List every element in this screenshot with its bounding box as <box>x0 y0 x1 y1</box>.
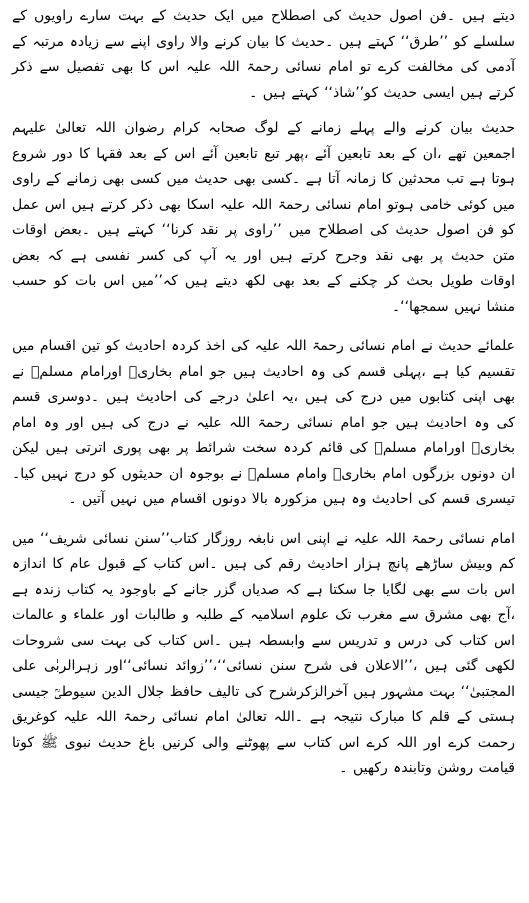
paragraph-spacer <box>12 513 515 527</box>
paragraph-1: دیتے ہیں ۔فن اصول حدیث کی اصطلاح میں ایک حدیث کے بہت سارے راویوں کے سلسلے کو ’’طرق‘‘ کہتے ہیں ۔حدیث کا بیان کرنے والا راوی اپنے سے زیادہ مرتبہ کے آدمی کی مخالفت کرے تو امام نسائی رحمۃ اللہ علیہ اس کا بھی تفصیل سے ذکر کرتے ہیں ایسی حدیث کو’’شاذ‘‘ کہتے ہیں ۔ <box>12 8 515 101</box>
paragraph-2: حدیث بیان کرنے والے پہلے زمانے کے لوگ صحابہ کرام رضوان اللہ تعالیٰ علیہم اجمعین تھے ،ان کے بعد تابعین آئے ،پھر تبع تابعین آئے اس کے بعد فقہا کا دور شروع ہوتا ہے تب محدثین کا زمانہ آتا ہے ۔کسی بھی حدیث میں کسی بھی زمانے کے راوی میں کوئی خامی ہوتو امام نسائی رحمۃ اللہ علیہ اسکا بھی ذکر کرتے ہیں اس عمل کو فن اصول حدیث کی اصطلاح میں ’’راوی پر نقد کرنا‘‘ کہتے ہیں ۔بعض اوقات متن حدیث پر بھی نقد وجرح کرتے ہیں اور یہ آپ کی کسر نفسی ہے کہ بعض اوقات طویل بحث کر چکنے کے بعد بھی لکھ دیتے ہیں کہ’’میں اس بات کو حسب منشا نہیں سمجھا‘‘۔ <box>12 120 515 315</box>
paragraph-spacer <box>12 106 515 116</box>
paragraph-spacer <box>12 320 515 334</box>
paragraph-4: امام نسائی رحمۃ اللہ علیہ نے اپنی اس نابغہ روزگار کتاب’’سنن نسائی شریف‘‘ میں کم وبیش ساڑھے پانچ ہزار احادیث رقم کی ہیں ۔اس کتاب کے قبول عام کا اندازہ اس بات سے بھی لگایا جا سکتا ہے کہ صدیاں گزر جانے کے باوجود یہ کتاب زندہ ہے ،آج بھی مشرق سے مغرب تک علوم اسلامیہ کے طلبہ و طالبات اور علماء و عالمات اس کتاب کی درس و تدریس سے وابسطہ ہیں ۔اس کتاب کی بہت سی شروحات لکھی گئی ہیں ،’’الاعلان فی شرح سنن نسائی‘‘،’’زوائد نسائی‘‘اور زہرالربٰی علی المجتبیٰ‘‘ بہت مشہور ہیں آخرالزکرشرح کی تالیف حافظ جلال الدین سیوطیؒ جیسی ہستی کے قلم کا مبارک نتیجہ ہے ۔اللہ تعالیٰ امام نسائی رحمۃ اللہ علیہ کوغریق رحمت کرے اور اللہ کرے اس کتاب سے پھوٹنے والی کرنیں باغ حدیث نبوی ﷺ کوتا قیامت روشن وتابندہ رکھیں ۔ <box>12 530 515 776</box>
paragraph-3: علمائے حدیث نے امام نسائی رحمۃ اللہ علیہ کی اخذ کردہ احادیث کو تین اقسام میں تقسیم کیا ہے ،پہلی قسم کی وہ احادیث ہیں جو امام بخاریؒ اورامام مسلمؒ نے بھی اپنی کتابوں میں درج کی ہیں ،یہ اعلیٰ درجے کی احادیث ہیں ۔دوسری قسم کی وہ احادیث ہیں جو امام نسائی رحمۃ اللہ علیہ نے درج کی ہیں اور وہ امام بخاریؒ اورامام مسلمؒ کی قائم کردہ سخت شرائط پر بھی پوری اترتی ہیں لیکن ان دونوں بزرگوں امام بخاریؒ وامام مسلمؒ نے بوجوہ ان حدیثوں کو درج نہیں کیا۔تیسری قسم کی احادیث وہ ہیں مزکورہ بالا دونوں اقسام میں نہیں آتیں ۔ <box>12 338 515 507</box>
